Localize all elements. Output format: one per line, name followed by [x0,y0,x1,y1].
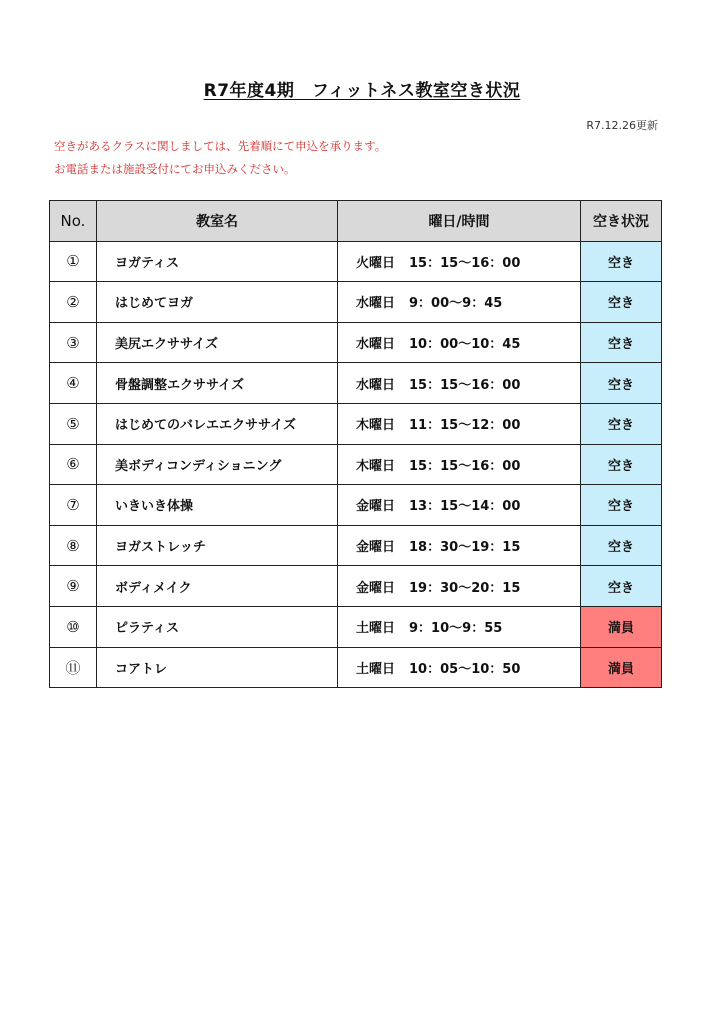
row-day: 金曜日 [356,540,396,556]
row-day-time [338,444,581,485]
row-status: 満員 [581,647,662,688]
row-day: 火曜日 [356,255,396,271]
row-day: 土曜日 [356,661,396,677]
row-class-name: ヨガストレッチ [97,525,338,566]
row-class-name: はじめてのバレエエクササイズ [97,403,338,444]
row-number: ⑪ [50,647,97,688]
row-number: ⑥ [50,444,97,485]
header-class-name: 教室名 [97,201,338,242]
row-class-name: ピラティス [97,606,338,647]
row-day-time [338,282,581,323]
row-day: 水曜日 [356,337,396,353]
table-row [50,282,662,323]
table-row [50,606,662,647]
row-number: ⑦ [50,485,97,526]
row-time: 11：15～12：00 [409,418,521,434]
row-class-name: 美尻エクササイズ [97,322,338,363]
row-number: ③ [50,322,97,363]
row-day: 土曜日 [356,621,396,637]
row-status: 空き [581,241,662,282]
row-number: ⑨ [50,566,97,607]
schedule-table [49,200,662,688]
row-time: 10：00～10：45 [409,337,521,353]
table-row [50,241,662,282]
row-status: 空き [581,282,662,323]
page-title [0,76,724,101]
row-time: 9：10～9：55 [409,621,503,637]
row-number: ⑤ [50,403,97,444]
row-status: 空き [581,525,662,566]
table-row [50,525,662,566]
row-status: 空き [581,485,662,526]
row-status: 満員 [581,606,662,647]
header-no: No. [50,201,97,242]
row-number: ⑧ [50,525,97,566]
row-status: 空き [581,566,662,607]
row-day-time [338,485,581,526]
row-day: 水曜日 [356,377,396,393]
table-row [50,363,662,404]
row-day: 木曜日 [356,418,396,434]
table-row [50,566,662,607]
header-day-time: 曜日/時間 [338,201,581,242]
row-day: 金曜日 [356,499,396,515]
row-day-time [338,525,581,566]
row-class-name: 骨盤調整エクササイズ [97,363,338,404]
row-time: 10：05～10：50 [409,661,521,677]
row-time: 13：15～14：00 [409,499,521,515]
notice-line-1: 空きがあるクラスに関しましては、先着順にて申込を承ります。 [54,139,387,153]
row-day-time [338,241,581,282]
row-day-time [338,403,581,444]
row-status: 空き [581,403,662,444]
header-status: 空き状況 [581,201,662,242]
row-day-time [338,566,581,607]
row-day: 木曜日 [356,458,396,474]
row-number: ⑩ [50,606,97,647]
row-time: 15：15～16：00 [409,458,521,474]
row-number: ② [50,282,97,323]
row-class-name: 美ボディコンディショニング [97,444,338,485]
row-class-name: ヨガティス [97,241,338,282]
row-class-name: コアトレ [97,647,338,688]
notice-line-2: お電話または施設受付にてお申込みください。 [54,162,296,176]
row-day: 水曜日 [356,296,396,312]
row-status: 空き [581,322,662,363]
row-number: ① [50,241,97,282]
row-time: 15：15～16：00 [409,255,521,271]
row-day-time [338,322,581,363]
row-class-name: いきいき体操 [97,485,338,526]
row-time: 15：15～16：00 [409,377,521,393]
row-status: 空き [581,444,662,485]
row-time: 9：00～9：45 [409,296,503,312]
table-row [50,403,662,444]
row-status: 空き [581,363,662,404]
row-number: ④ [50,363,97,404]
table-row [50,647,662,688]
table-header-row [50,201,662,242]
row-day-time [338,363,581,404]
updated-date: R7.12.26更新 [586,119,658,132]
table-row [50,444,662,485]
row-day: 金曜日 [356,580,396,596]
row-class-name: はじめてヨガ [97,282,338,323]
table-row [50,322,662,363]
table-row [50,485,662,526]
row-time: 19：30～20：15 [409,580,521,596]
page-title-text: R7年度4期 フィットネス教室空き状況 [203,81,521,101]
row-day-time [338,647,581,688]
row-day-time [338,606,581,647]
row-class-name: ボディメイク [97,566,338,607]
row-time: 18：30～19：15 [409,540,521,556]
